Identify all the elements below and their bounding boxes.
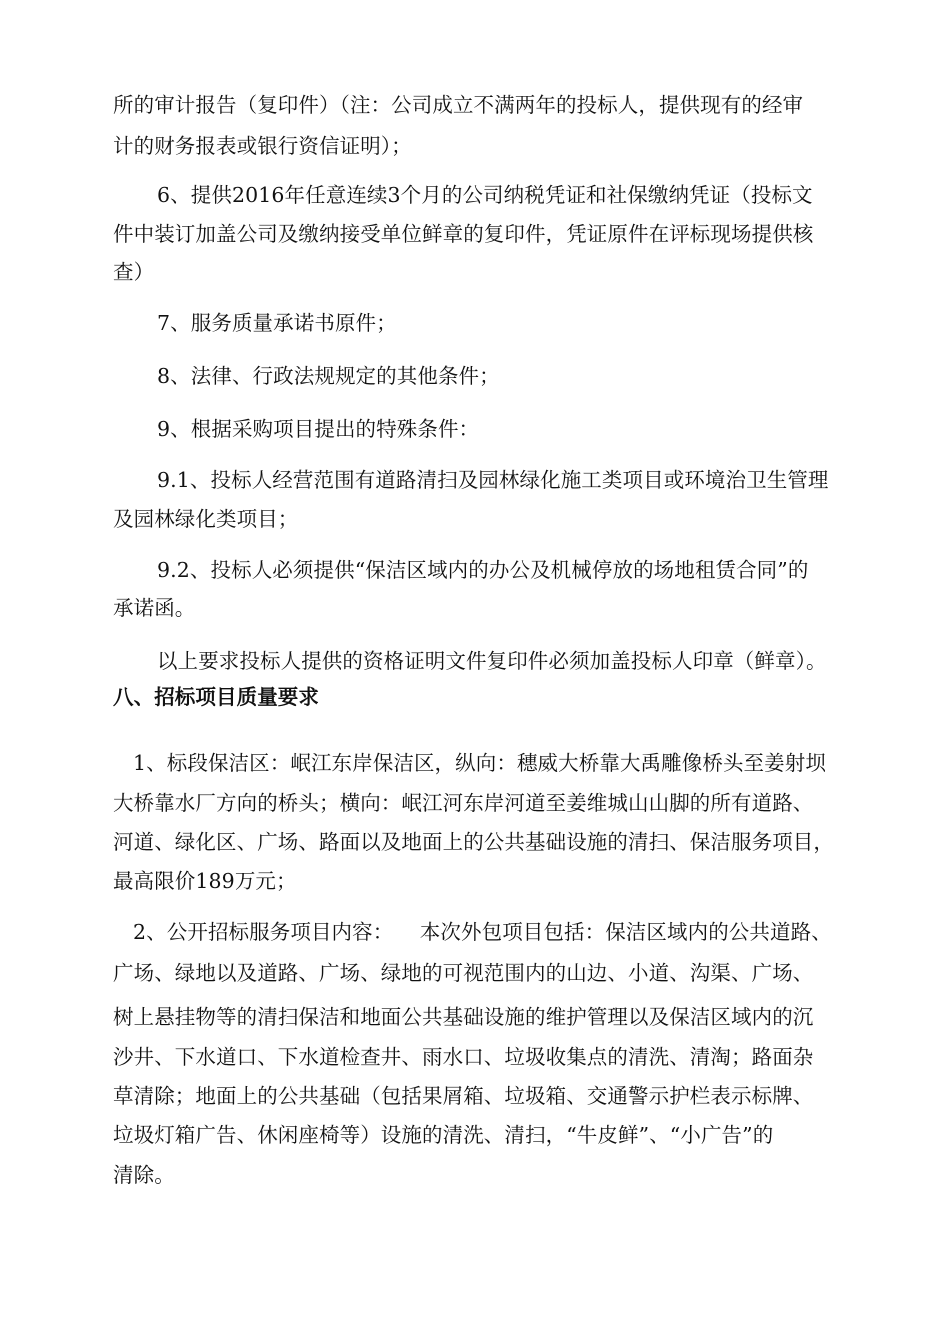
list-item-9-1: 9.1、投标人经营范围有道路清扫及园林绿化施工类项目或环境治卫生管理: [157, 468, 829, 492]
list-item-9: 9、根据采购项目提出的特殊条件：: [157, 417, 480, 441]
text-line: 沙井、下水道口、下水道检查井、雨水口、垃圾收集点的清洗、清淘；路面杂: [113, 1045, 814, 1069]
text-line: 及园林绿化类项目；: [113, 507, 299, 531]
text-line: 树上悬挂物等的清扫保洁和地面公共基础设施的维护管理以及保洁区域内的沉: [113, 1005, 814, 1029]
text-line: 清除。: [113, 1163, 175, 1187]
text-line: 最高限价189万元；: [113, 869, 297, 893]
text-line: 所的审计报告（复印件）（注：公司成立不满两年的投标人，提供现有的经审: [113, 93, 804, 117]
list-item-8: 8、法律、行政法规规定的其他条件；: [157, 364, 500, 388]
text-line: 承诺函。: [113, 596, 196, 620]
list-item-6: 6、提供2016年任意连续3个月的公司纳税凭证和社保缴纳凭证（投标文: [157, 183, 813, 207]
list-item-2: 2、公开招标服务项目内容： 本次外包项目包括：保洁区域内的公共道路、: [133, 920, 832, 944]
list-item-7: 7、服务质量承诺书原件；: [157, 311, 397, 335]
list-item-9-2: 9.2、投标人必须提供“保洁区域内的办公及机械停放的场地租赁合同”的: [157, 558, 809, 582]
text-line: 河道、绿化区、广场、路面以及地面上的公共基础设施的清扫、保洁服务项目，: [113, 830, 834, 854]
text-line: 垃圾灯箱广告、休闲座椅等）设施的清洗、清扫，“牛皮鲜”、“小广告”的: [113, 1123, 774, 1147]
text-line: 计的财务报表或银行资信证明）；: [113, 134, 412, 158]
list-item-1: 1、标段保洁区：岷江东岸保洁区，纵向：穗威大桥靠大禹雕像桥头至姜射坝: [133, 751, 826, 775]
section-heading: 八、招标项目质量要求: [113, 685, 319, 709]
text-line: 查）: [113, 260, 155, 284]
text-line: 大桥靠水厂方向的桥头；横向：岷江河东岸河道至姜维城山山脚的所有道路、: [113, 791, 814, 815]
summary-paragraph: 以上要求投标人提供的资格证明文件复印件必须加盖投标人印章（鲜章）。: [157, 649, 827, 673]
text-line: 草清除；地面上的公共基础（包括果屑箱、垃圾箱、交通警示护栏表示标牌、: [113, 1084, 814, 1108]
text-line: 广场、绿地以及道路、广场、绿地的可视范围内的山边、小道、沟渠、广场、: [113, 961, 814, 985]
text-line: 件中装订加盖公司及缴纳接受单位鲜章的复印件，凭证原件在评标现场提供核: [113, 222, 814, 246]
